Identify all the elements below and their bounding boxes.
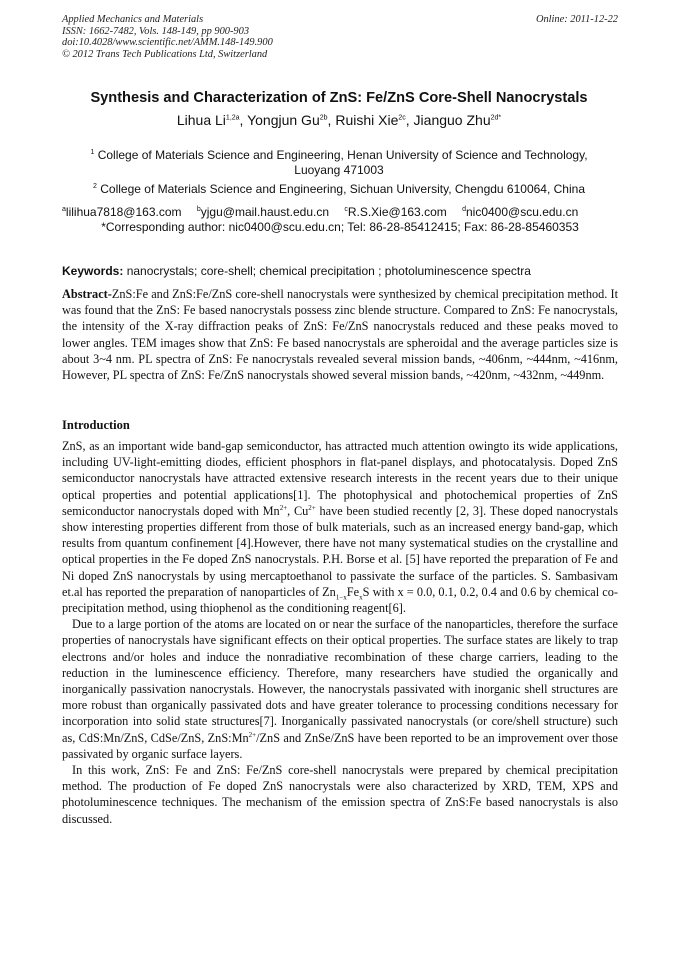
email-b[interactable]: $^b$yjgu@mail.haust.edu.cn	[196, 205, 329, 219]
email-c[interactable]: $^c$R.S.Xie@163.com	[344, 205, 447, 219]
author: Ruishi Xie$^{2c}$,	[335, 112, 414, 128]
corresponding-author: *Corresponding author: nic0400@scu.edu.cn; Tel: 86-28-85412415; Fax: 86-28-85460353	[101, 220, 579, 234]
intro-paragraph-3: In this work, ZnS: Fe and ZnS: Fe/ZnS core-shell nanocrystals were prepared by chemical precipitation method. The production of Fe doped ZnS nanocrystals were also characterized by XRD, TEM, XPS and photoluminescence techniques. The mechanism of the emission spectra of ZnS:Fe based nanocrystals is also discussed.	[62, 763, 618, 826]
author: Lihua $Li^{1,2a}$,	[176, 112, 248, 128]
copyright-line: © 2012 Trans Tech Publications Ltd, Switzerland	[62, 48, 268, 60]
online-date: Online: 2011-12-22	[535, 14, 618, 25]
journal-name: Applied Mechanics and Materials	[62, 14, 204, 25]
paper-title: Synthesis and Characterization of ZnS: Fe/ZnS Core-Shell Nanocrystals	[90, 90, 588, 106]
author-list	[40, 112, 638, 128]
author: Yongjun $Gu^{2b}$,	[247, 112, 336, 128]
doi-line: doi:10.4028/www.scientific.net/AMM.148-149.900	[62, 37, 273, 49]
journal-header	[62, 14, 618, 60]
email-a[interactable]: $^a$lilihua7818@163.com	[62, 205, 182, 219]
intro-paragraph-1: ZnS, as an important wide band-gap semiconductor, has attracted much attention owingto its wide applications, including UV-light-emitting diodes, efficient phosphors in flat-panel displays, and photocatalysis. Doped ZnS semiconductor nanocrystals have attracted extensive research interests in the recent years due to their unique optical properties and potential applications[1]. The photophysical and photochemical properties of ZnS semiconductor nanocrystals doped with $Mn^{2+}$, $Cu^{2+}$ have been studied recently [2, 3]. These doped nanocrystals show interesting properties different from those of bulk materials, such as an increased energy band-gap, which results from quantum confinement [4].However, there have not many systematical studies on the crystalline and optical properties in the Fe doped ZnS nanocrystals. P.H. Borse et al. [5] have reported the preparation of Fe and Ni doped ZnS nanocrystals by using mercaptoethanol to passivate the surface of the particles. S. Sambasivam et.al has reported the preparation of nanoparticles of $Zn_{1-x}Fe_xS$ with x = 0.0, 0.1, 0.2, 0.4 and 0.6 by chemical co-precipitation method, using thiophenol as the conditioning reagent[6].	[62, 439, 618, 616]
abstract-label: Abstract-	[62, 287, 112, 301]
abstract	[62, 286, 618, 383]
abstract-text: ZnS:Fe and ZnS:Fe/ZnS core-shell nanocrystals were synthesized by chemical precipitation method. It was found that the ZnS: Fe based nanocrystals possess zinc blende structure. Compared to ZnS: Fe nanocrystals, the intensity of the X-ray diffraction peaks of ZnS: Fe/ZnS nanocrystals reduced and these peaks moved to lower angles. TEM images show that ZnS: Fe based nanocrystals are spheroidal and the average particles size is about 3~4 nm. PL spectra of ZnS: Fe nanocrystals revealed several mission bands, ~406nm, ~444nm, ~416nm, However, PL spectra of ZnS: Fe/ZnS nanocrystals showed several mission bands, ~420nm, ~432nm, ~449nm.	[62, 287, 618, 383]
issn-line: ISSN: 1662-7482, Vols. 148-149, pp 900-903	[62, 25, 250, 37]
introduction-body	[62, 438, 618, 827]
affiliation-1: $^1$ College of Materials Science and Engineering, Henan University of Science and Technology, Luoyang 471003	[90, 148, 588, 177]
email-d[interactable]: $^d$nic0400@scu.edu.cn	[462, 205, 579, 219]
introduction-heading: Introduction	[62, 418, 130, 432]
keywords	[62, 264, 618, 279]
author: Jianguo Zhu$^{2d*}$	[413, 112, 502, 128]
email-list	[62, 205, 622, 220]
keywords-text: nanocrystals; core-shell; chemical precipitation ; photoluminescence spectra	[123, 264, 531, 278]
keywords-label: Keywords:	[62, 264, 124, 278]
affiliation-2: $^2$ College of Materials Science and Engineering, Sichuan University, Chengdu 610064, China	[93, 182, 585, 196]
intro-paragraph-2: Due to a large portion of the atoms are located on or near the surface of the nanoparticles, therefore the surface properties of nanocrystals have significant effects on their optical properties. The surface states are likely to trap electrons and/or holes and induce the nonradiative recombination of these charge carriers, leading to the reduction in the luminescence efficiency. Therefore, many researchers have studied the organically and inorganically passivation nanocrystals. However, the nanocrystals passivated with inorganic shell structures are more robust than organically passivated dots and have greater tolerance to processing conditions necessary for incorporation into solid state structures[7]. Inorganically passivated nanocrystals (or core/shell structure) such as, CdS:Mn/ZnS, CdSe/ZnS, $ZnS:Mn^{2+}$/ZnS and ZnSe/ZnS have been reported to be an improvement over those passivated by organic surface layers.	[62, 617, 618, 761]
